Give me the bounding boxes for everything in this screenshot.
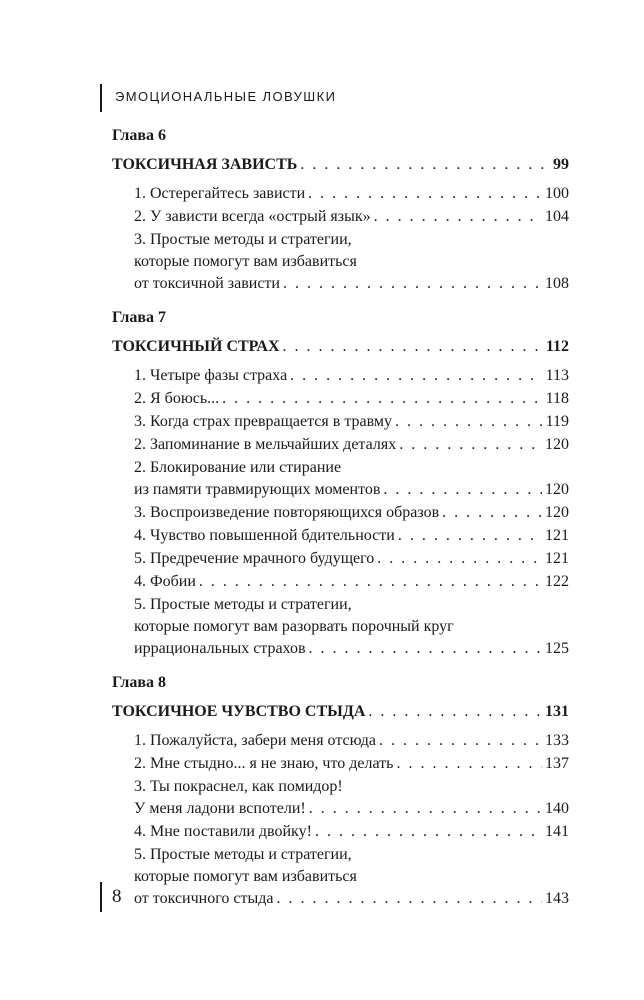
- chapter-label: Глава 8: [112, 674, 166, 691]
- running-head: ЭМОЦИОНАЛЬНЫЕ ЛОВУШКИ: [115, 89, 337, 104]
- entry-text: 2. Мне стыдно... я не знаю, что делать: [134, 755, 394, 772]
- entry-text: из памяти травмирующих моментов: [134, 481, 381, 498]
- entry-last-line: [112, 888, 569, 910]
- chapter-page-number: 131: [545, 703, 569, 720]
- chapter-label: Глава 6: [112, 127, 166, 144]
- entry-page-number: 121: [545, 527, 569, 544]
- chapter-label: Глава 7: [112, 309, 166, 326]
- toc-entry[interactable]: [112, 844, 569, 910]
- toc-entry[interactable]: [112, 548, 569, 570]
- entry-text: от токсичной зависти: [134, 275, 280, 292]
- dot-leader: [308, 183, 542, 205]
- entry-page-number: 119: [545, 413, 569, 430]
- dot-leader: [374, 206, 542, 228]
- dot-leader: [222, 388, 542, 410]
- entry-page-number: 143: [545, 890, 569, 907]
- entry-text: 3. Воспроизведение повторяющихся образов: [134, 504, 440, 521]
- entry-text-line: которые помогут вам разорвать порочный круг: [134, 618, 454, 635]
- chapter-page-number: 99: [553, 156, 569, 173]
- entry-text: 1. Четыре фазы страха: [134, 367, 288, 384]
- entry-text-line: 3. Простые методы и стратегии,: [134, 231, 352, 248]
- chapter-title-line[interactable]: [112, 701, 569, 723]
- entry-last-line: [112, 502, 569, 524]
- toc-chapter: [112, 307, 569, 660]
- toc-entry[interactable]: [112, 206, 569, 228]
- header-rule: [100, 84, 102, 112]
- entry-text: 2. Запоминание в мельчайших деталях: [134, 436, 397, 453]
- entry-last-line: [112, 548, 569, 570]
- table-of-contents: [112, 125, 569, 922]
- entry-last-line: [112, 365, 569, 387]
- dot-leader: [398, 525, 542, 547]
- entry-text: 2. У зависти всегда «острый язык»: [134, 208, 371, 225]
- dot-leader: [383, 479, 542, 501]
- toc-entry[interactable]: [112, 594, 569, 660]
- toc-chapter: [112, 672, 569, 910]
- chapter-title: ТОКСИЧНАЯ ЗАВИСТЬ: [112, 156, 298, 173]
- dot-leader: [290, 365, 542, 387]
- toc-entry[interactable]: [112, 753, 569, 775]
- dot-leader: [379, 730, 542, 752]
- entry-last-line: [112, 183, 569, 205]
- toc-entry[interactable]: [112, 411, 569, 433]
- toc-entry[interactable]: [112, 365, 569, 387]
- entry-text: от токсичного стыда: [134, 890, 274, 907]
- dot-leader: [283, 273, 542, 295]
- dot-leader: [276, 888, 542, 910]
- entry-text: 4. Мне поставили двойку!: [134, 823, 312, 840]
- entry-last-line: [112, 388, 569, 410]
- dot-leader: [283, 336, 543, 358]
- entry-text: 3. Когда страх превращается в травму: [134, 413, 393, 430]
- chapter-title-line[interactable]: [112, 336, 569, 358]
- dot-leader: [199, 571, 542, 593]
- entry-page-number: 120: [545, 504, 569, 521]
- entry-last-line: [112, 525, 569, 547]
- entry-last-line: [112, 571, 569, 593]
- toc-entry[interactable]: [112, 525, 569, 547]
- entry-last-line: [112, 821, 569, 843]
- dot-leader: [300, 154, 550, 176]
- toc-entry[interactable]: [112, 502, 569, 524]
- entry-text: 1. Остерегайтесь зависти: [134, 185, 306, 202]
- entry-text: 2. Я боюсь...: [134, 390, 220, 407]
- dot-leader: [399, 434, 542, 456]
- entry-page-number: 113: [545, 367, 569, 384]
- dot-leader: [309, 638, 542, 660]
- toc-entry[interactable]: [112, 229, 569, 295]
- entry-page-number: 118: [545, 390, 569, 407]
- chapter-title: ТОКСИЧНЫЙ СТРАХ: [112, 338, 280, 355]
- entry-text-line: 5. Простые методы и стратегии,: [134, 596, 352, 613]
- entry-last-line: [112, 434, 569, 456]
- entry-last-line: [112, 206, 569, 228]
- toc-entry[interactable]: [112, 434, 569, 456]
- dot-leader: [442, 502, 542, 524]
- dot-leader: [315, 821, 542, 843]
- chapter-title: ТОКСИЧНОЕ ЧУВСТВО СТЫДА: [112, 703, 366, 720]
- entry-last-line: [112, 411, 569, 433]
- entry-text-line: 2. Блокирование или стирание: [134, 459, 342, 476]
- entry-last-line: [112, 798, 569, 820]
- entry-last-line: [112, 638, 569, 660]
- entry-page-number: 133: [545, 732, 569, 749]
- dot-leader: [368, 701, 542, 723]
- entry-last-line: [112, 273, 569, 295]
- toc-entry[interactable]: [112, 776, 569, 820]
- chapter-page-number: 112: [545, 338, 569, 355]
- entry-text: 4. Фобии: [134, 573, 196, 590]
- entry-page-number: 125: [545, 640, 569, 657]
- toc-entry[interactable]: [112, 388, 569, 410]
- dot-leader: [396, 753, 542, 775]
- page-number: 8: [112, 886, 122, 907]
- toc-chapter: [112, 125, 569, 295]
- entry-last-line: [112, 479, 569, 501]
- chapter-title-line[interactable]: [112, 154, 569, 176]
- entry-page-number: 100: [545, 185, 569, 202]
- entry-last-line: [112, 753, 569, 775]
- entry-text: 4. Чувство повышенной бдительности: [134, 527, 395, 544]
- toc-entry[interactable]: [112, 457, 569, 501]
- entry-page-number: 104: [545, 208, 569, 225]
- entry-text: У меня ладони вспотели!: [134, 800, 306, 817]
- toc-entry[interactable]: [112, 183, 569, 205]
- entry-page-number: 121: [545, 550, 569, 567]
- entry-text: 1. Пожалуйста, забери меня отсюда: [134, 732, 377, 749]
- entry-text: иррациональных страхов: [134, 640, 306, 657]
- toc-entry[interactable]: [112, 730, 569, 752]
- entry-page-number: 140: [545, 800, 569, 817]
- entry-text-line: 5. Простые методы и стратегии,: [134, 846, 352, 863]
- entry-page-number: 120: [545, 436, 569, 453]
- entry-last-line: [112, 730, 569, 752]
- entry-page-number: 122: [545, 573, 569, 590]
- entry-page-number: 120: [545, 481, 569, 498]
- entry-text: 5. Предречение мрачного будущего: [134, 550, 375, 567]
- entry-text-line: которые помогут вам избавиться: [134, 868, 357, 885]
- entry-text-line: которые помогут вам избавиться: [134, 253, 357, 270]
- dot-leader: [309, 798, 542, 820]
- dot-leader: [377, 548, 542, 570]
- entry-page-number: 141: [545, 823, 569, 840]
- footer-rule: [100, 882, 102, 912]
- dot-leader: [395, 411, 543, 433]
- entry-text-line: 3. Ты покраснел, как помидор!: [134, 778, 343, 795]
- entry-page-number: 137: [545, 755, 569, 772]
- toc-entry[interactable]: [112, 821, 569, 843]
- toc-entry[interactable]: [112, 571, 569, 593]
- entry-page-number: 108: [545, 275, 569, 292]
